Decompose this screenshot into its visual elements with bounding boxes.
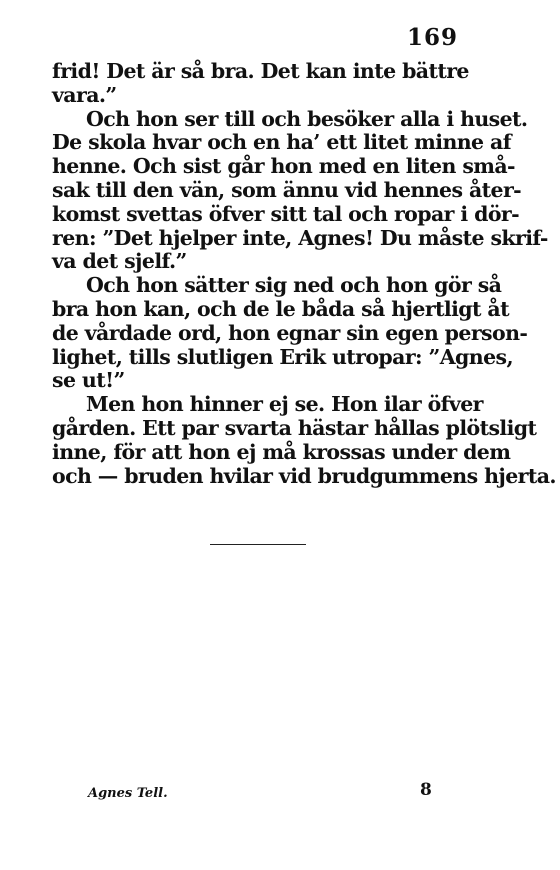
footer-signature: Agnes Tell. xyxy=(88,786,168,801)
text-line: lighet, tills slutligen Erik utropar: ”Agnes, xyxy=(52,344,513,369)
text-line: henne. Och sist går hon med en liten små- xyxy=(52,154,515,179)
text-line: De skola hvar och en ha’ ett litet minne af xyxy=(52,130,511,155)
text-line: vara.” xyxy=(52,82,117,107)
text-line: sak till den vän, som ännu vid hennes åter- xyxy=(52,177,522,202)
text-line: och — bruden hvilar vid brudgummens hjerta. xyxy=(52,463,556,488)
text-line: Och hon sätter sig ned och hon gör så xyxy=(86,273,502,298)
text-line: Men hon hinner ej se. Hon ilar öfver xyxy=(86,392,483,417)
text-line: Och hon ser till och besöker alla i huset. xyxy=(86,106,528,131)
footer-sheet-number: 8 xyxy=(420,780,432,800)
body-text xyxy=(52,59,556,488)
text-line: ren: ”Det hjelper inte, Agnes! Du måste skrif- xyxy=(52,225,548,250)
text-line: komst svettas öfver sitt tal och ropar i dör- xyxy=(52,201,520,226)
page-number: 169 xyxy=(406,24,458,51)
text-line: bra hon kan, och de le båda så hjertligt åt xyxy=(52,296,509,321)
text-line: se ut!” xyxy=(52,368,125,393)
text-line: gården. Ett par svarta hästar hållas plötsligt xyxy=(52,415,537,440)
text-line: de vårdade ord, hon egnar sin egen person- xyxy=(52,320,528,345)
text-line: frid! Det är så bra. Det kan inte bättre xyxy=(52,59,469,83)
text-line: inne, för att hon ej må krossas under dem xyxy=(52,439,511,464)
text-line: va det sjelf.” xyxy=(52,249,187,274)
section-divider xyxy=(210,544,306,545)
